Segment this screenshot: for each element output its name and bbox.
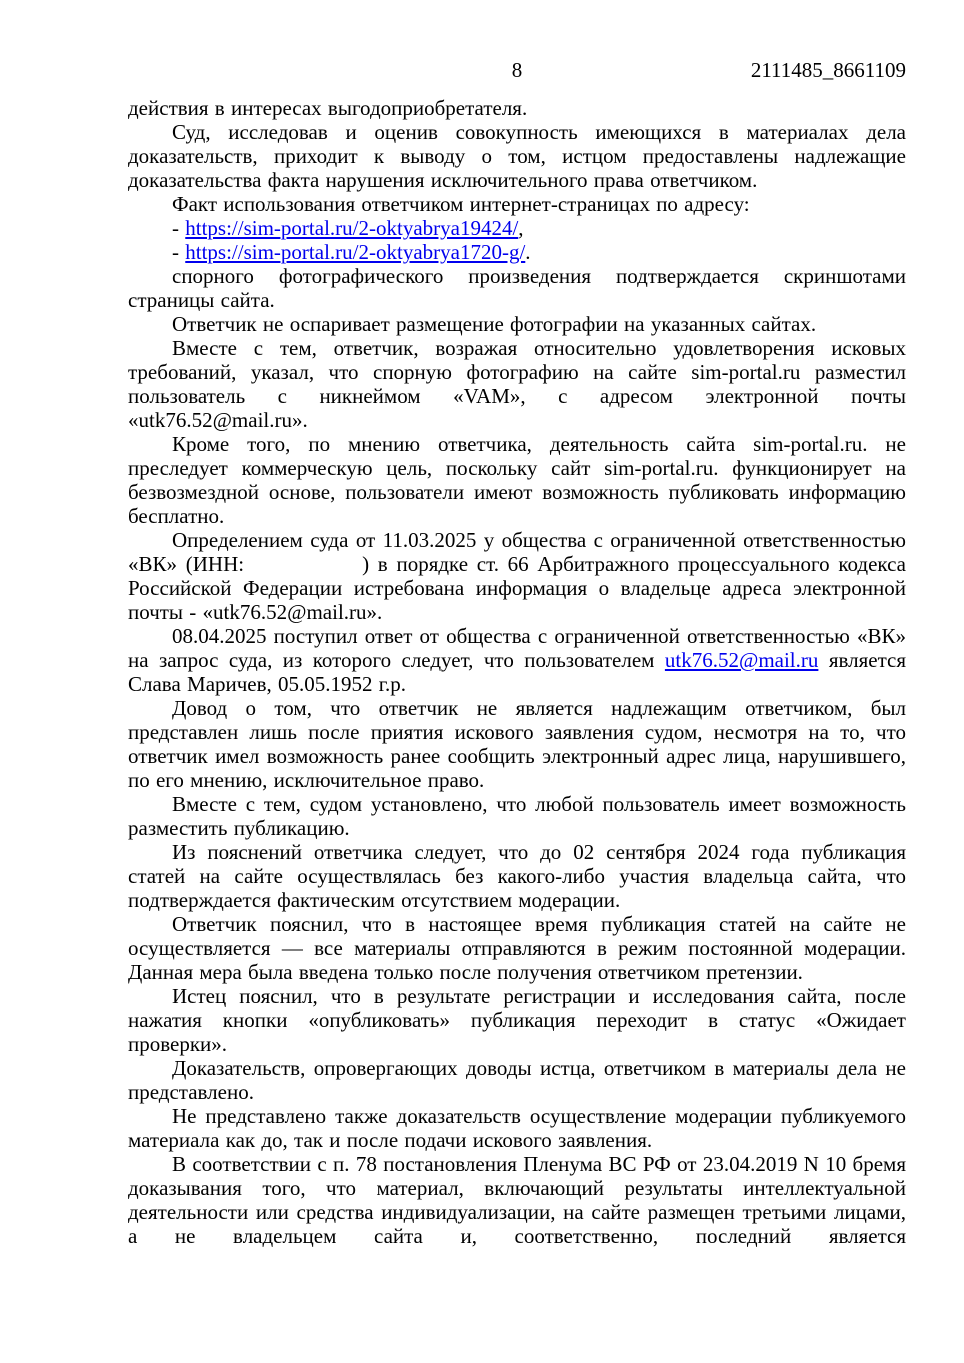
link-list-item	[128, 216, 906, 240]
paragraph-text: ) в порядке ст. 66 Арбитражного процессуального кодекса Российской Федерации истребована информация о владельце адреса электронной почты - «utk76.52@mail.ru».	[128, 552, 906, 624]
paragraph: Из пояснений ответчика следует, что до 02 сентября 2024 года публикация статей на сайте осуществлялась без какого-либо участия владельца сайта, что подтверждается фактическим отсутствием модерации.	[128, 840, 906, 912]
document-id: 2111485_8661109	[750, 58, 906, 82]
paragraph: Довод о том, что ответчик не является надлежащим ответчиком, был представлен лишь после приятия искового заявления судом, несмотря на то, что ответчик имел возможность ранее сообщить электронный адрес лица, нарушившего, по его мнению, исключительное право.	[128, 696, 906, 792]
paragraph: спорного фотографического произведения подтверждается скриншотами страницы сайта.	[128, 264, 906, 312]
paragraph: Вместе с тем, судом установлено, что любой пользователь имеет возможность разместить публикацию.	[128, 792, 906, 840]
hyperlink-sim-portal-2[interactable]: https://sim-portal.ru/2-oktyabrya1720-g/	[185, 240, 526, 264]
paragraph: Не представлено также доказательств осуществление модерации публикуемого материала как до, так и после подачи искового заявления.	[128, 1104, 906, 1152]
paragraph: Кроме того, по мнению ответчика, деятельность сайта sim-portal.ru. не преследует коммерческую цель, поскольку сайт sim-portal.ru. функционирует на безвозмездной основе, пользователи имеют возможность публиковать информацию бесплатно.	[128, 432, 906, 528]
paragraph: Вместе с тем, ответчик, возражая относительно удовлетворения исковых требований, указал, что спорную фотографию на сайте sim-portal.ru разместил пользователь с никнеймом «VAM», с адресом электронной почты «utk76.52@mail.ru».	[128, 336, 906, 432]
hyperlink-email[interactable]: utk76.52@mail.ru	[664, 648, 819, 672]
page-number: 8	[511, 58, 523, 82]
punctuation: .	[525, 240, 531, 264]
paragraph-text: Определением суда от 11.03.2025 у общества с ограниченной ответственностью «ВК» (ИНН:	[128, 528, 906, 576]
paragraph-text: 08.04.2025 поступил ответ от общества с ограниченной ответственностью «ВК» на запрос суда, из которого следует, что пользователем	[128, 624, 906, 672]
paragraph-text: является Слава Маричев, 05.05.1952 г.р.	[128, 648, 906, 696]
punctuation: ,	[518, 216, 524, 240]
paragraph-with-link	[128, 624, 906, 696]
paragraph: Ответчик пояснил, что в настоящее время публикация статей на сайте не осуществляется — все материалы отправляются в режим постоянной модерации. Данная мера была введена только после получения ответчиком претензии.	[128, 912, 906, 984]
paragraph-with-redaction	[128, 528, 906, 624]
paragraph: Факт использования ответчиком интернет-страницах по адресу:	[172, 192, 750, 216]
paragraph: Истец пояснил, что в результате регистрации и исследования сайта, после нажатия кнопки «опубликовать» публикация переходит в статус «Ожидает проверки».	[128, 984, 906, 1056]
list-dash: -	[172, 240, 186, 264]
list-dash: -	[172, 216, 186, 240]
paragraph-continues-next-page: В соответствии с п. 78 постановления Пленума ВС РФ от 23.04.2019 N 10 бремя доказывания того, что материал, включающий результаты интеллектуальной деятельности или средства индивидуализации, на сайте размещен третьими лицами, а не владельцем сайта и, соответственно, последний является	[128, 1152, 906, 1248]
page-header	[128, 58, 906, 84]
paragraph: Доказательств, опровергающих доводы истца, ответчиком в материалы дела не представлено.	[128, 1056, 906, 1104]
hyperlink-sim-portal-1[interactable]: https://sim-portal.ru/2-oktyabrya19424/	[185, 216, 519, 240]
paragraph: Ответчик не оспаривает размещение фотографии на указанных сайтах.	[172, 312, 817, 336]
paragraph-continuation: действия в интересах выгодоприобретателя.	[128, 96, 528, 120]
paragraph: Суд, исследовав и оценив совокупность имеющихся в материалах дела доказательств, приходит к выводу о том, истцом предоставлены надлежащие доказательства факта нарушения исключительного права ответчиком.	[128, 120, 906, 192]
document-body	[128, 96, 906, 1248]
link-list-item	[128, 240, 906, 264]
